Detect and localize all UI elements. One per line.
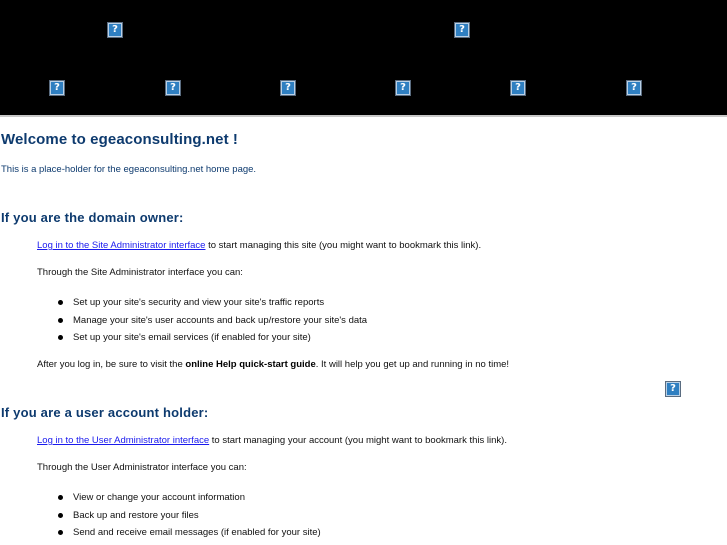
user-admin-login-link[interactable]: Log in to the User Administrator interface: [37, 435, 210, 446]
owner-feature-list: [58, 297, 367, 350]
user-login-paragraph: [37, 435, 507, 446]
list-item: Manage your site's user accounts and back up/restore your site's data: [58, 315, 367, 333]
header-banner: [0, 0, 727, 117]
list-item: Set up your site's email services (if enabled for your site): [58, 332, 367, 350]
nav-broken-image-icon[interactable]: ?: [396, 81, 410, 95]
user-feature-list: [58, 492, 321, 545]
broken-image-icon: ?: [108, 23, 122, 37]
nav-broken-image-icon[interactable]: ?: [50, 81, 64, 95]
help-guide-text: online Help quick-start guide: [185, 359, 316, 370]
nav-broken-image-icon[interactable]: ?: [166, 81, 180, 95]
user-through-text: Through the User Administrator interface you can:: [37, 462, 247, 473]
owner-section-heading: If you are the domain owner:: [1, 210, 184, 225]
nav-broken-image-icon[interactable]: ?: [281, 81, 295, 95]
list-item: Set up your site's security and view your site's traffic reports: [58, 297, 367, 315]
site-admin-login-link[interactable]: Log in to the Site Administrator interface: [37, 240, 206, 251]
page-title: Welcome to egeaconsulting.net !: [1, 131, 239, 148]
list-item: Send and receive email messages (if enabled for your site): [58, 527, 321, 545]
owner-login-suffix: to start managing this site (you might want to bookmark this link).: [205, 240, 482, 251]
broken-image-icon: ?: [455, 23, 469, 37]
owner-login-paragraph: [37, 240, 481, 251]
intro-text: This is a place-holder for the egeaconsulting.net home page.: [1, 164, 257, 175]
after-login-suffix: . It will help you get up and running in no time!: [315, 359, 510, 370]
nav-broken-image-icon[interactable]: ?: [511, 81, 525, 95]
after-login-prefix: After you log in, be sure to visit the: [37, 359, 186, 370]
user-section-heading: If you are a user account holder:: [1, 405, 209, 420]
broken-image-icon: ?: [666, 382, 680, 396]
after-login-paragraph: [37, 359, 509, 370]
list-item: Back up and restore your files: [58, 510, 321, 528]
user-login-suffix: to start managing your account (you might want to bookmark this link).: [209, 435, 507, 446]
owner-through-text: Through the Site Administrator interface you can:: [37, 267, 243, 278]
nav-broken-image-icon[interactable]: ?: [627, 81, 641, 95]
list-item: View or change your account information: [58, 492, 321, 510]
